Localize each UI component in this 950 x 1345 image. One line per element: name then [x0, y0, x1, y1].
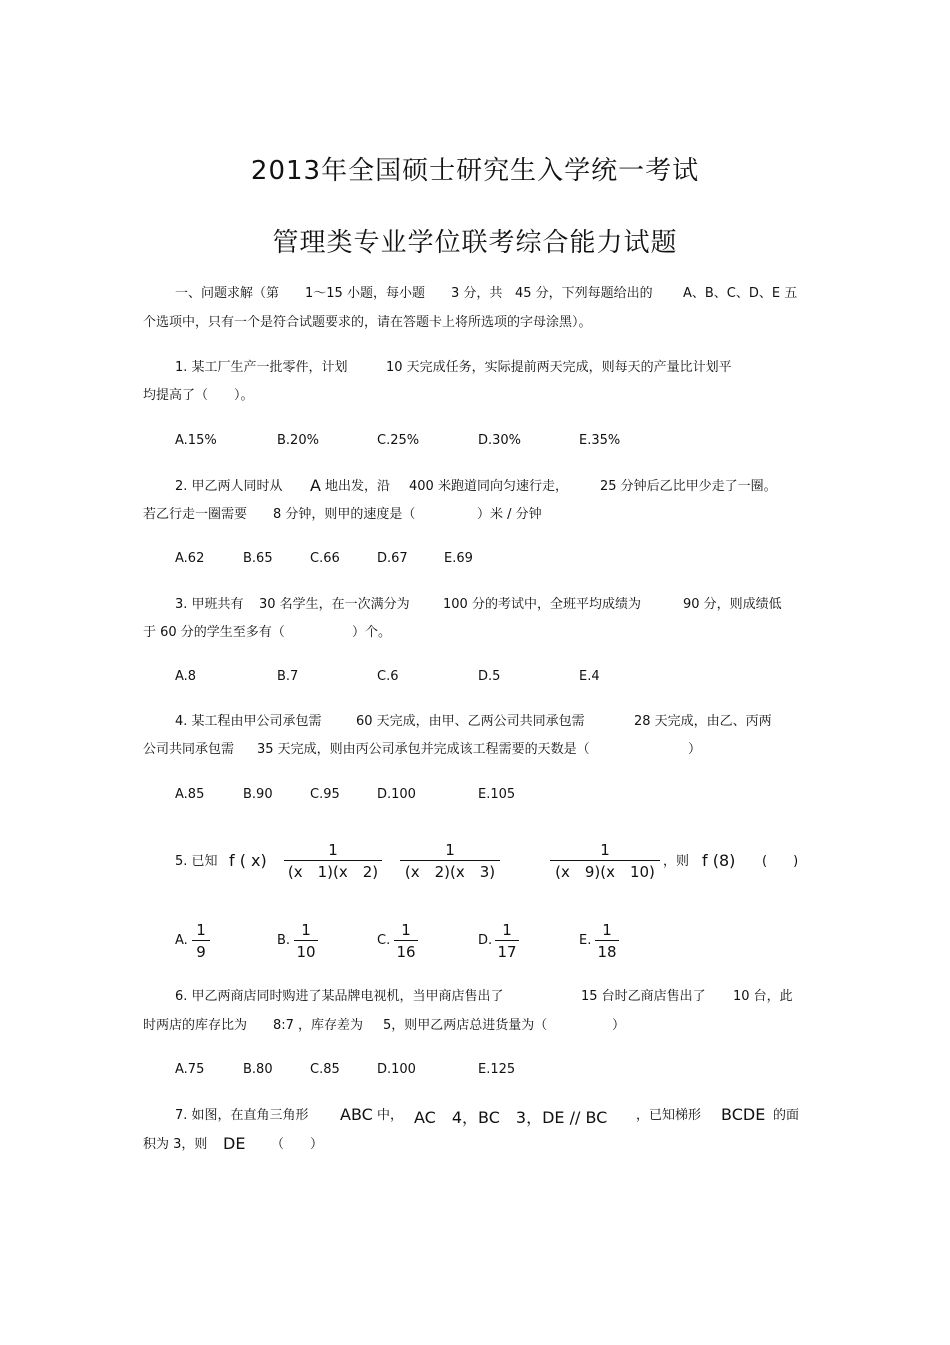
- question-text: A: [310, 476, 321, 495]
- fraction-denominator: 17: [497, 943, 517, 961]
- question-text: 若乙行走一圈需要: [143, 507, 248, 522]
- fraction-numerator: 1: [328, 841, 338, 859]
- question-text: 6. 甲乙两商店同时购进了某品牌电视机，当甲商店售出了: [175, 989, 504, 1004]
- option-b: B.7: [277, 669, 299, 684]
- option-a: A.75: [175, 1062, 205, 1077]
- fraction-numerator: 1: [301, 921, 311, 939]
- question-text: 28 天完成，由乙、丙两: [634, 714, 772, 729]
- section-text: 45 分，下列每题给出的: [515, 286, 653, 301]
- question-text: 8 分钟，则甲的速度是（: [273, 507, 416, 522]
- fraction-numerator: 1: [600, 841, 610, 859]
- option-label: C.: [377, 933, 391, 948]
- question-text: ，则: [663, 854, 690, 869]
- option-d: D.30%: [478, 433, 522, 448]
- question-text: 5. 已知: [175, 854, 218, 869]
- option-a: A.15%: [175, 433, 217, 448]
- fraction-numerator: 1: [602, 921, 612, 939]
- question-text: 于 60 分的学生至多有（: [143, 625, 285, 640]
- question-text: 均提高了（ ）。: [143, 388, 254, 403]
- question-text: 400 米跑道同向匀速行走，: [409, 479, 568, 494]
- math-bcde: BCDE: [721, 1105, 766, 1124]
- question-text: 时两店的库存比为: [143, 1018, 248, 1033]
- option-e: E.35%: [579, 433, 621, 448]
- question-text: 10 台，此: [733, 989, 793, 1004]
- option-e: E.69: [444, 551, 473, 566]
- math-condition: AC 4，BC 3，DE // BC: [414, 1108, 608, 1127]
- question-text: 60 天完成，由甲、乙两公司共同承包需: [356, 714, 585, 729]
- fraction-denominator: 10: [296, 943, 316, 961]
- math-abc: ABC: [340, 1105, 373, 1124]
- question-text: 10 天完成任务，实际提前两天完成，则每天的产量比计划平: [386, 360, 732, 375]
- option-c: C.85: [310, 1062, 340, 1077]
- question-text: 积为 3，则: [143, 1137, 208, 1152]
- option-a: A.8: [175, 669, 197, 684]
- option-label: A.: [175, 933, 188, 948]
- section-text: 1～15 小题，每小题: [305, 286, 425, 301]
- question-text: 90 分，则成绩低: [683, 597, 782, 612]
- fraction-term: [284, 840, 382, 883]
- fraction-numerator: 1: [401, 921, 411, 939]
- option-fraction: [192, 920, 210, 963]
- option-e: E.4: [579, 669, 600, 684]
- option-b: B.80: [243, 1062, 273, 1077]
- section-text: A、B、C、D、E 五: [683, 286, 798, 301]
- fraction-denominator: (x 9)(x 10): [555, 863, 655, 881]
- question-text: ，已知梯形: [636, 1108, 702, 1123]
- fraction-denominator: 18: [597, 943, 617, 961]
- option-c: C.6: [377, 669, 399, 684]
- question-text: 30 名学生，在一次满分为: [259, 597, 410, 612]
- section-text: 一、问题求解（第: [175, 286, 280, 301]
- option-c: C.95: [310, 787, 340, 802]
- fraction-numerator: 1: [445, 841, 455, 859]
- question-text: 25 分钟后乙比甲少走了一圈。: [600, 479, 777, 494]
- question-text: ）个。: [352, 625, 392, 640]
- fraction-term: [550, 840, 660, 883]
- question-text: 的面: [773, 1108, 800, 1123]
- fraction-numerator: 1: [502, 921, 512, 939]
- fraction-denominator: (x 1)(x 2): [287, 863, 379, 881]
- question-text: 1. 某工厂生产一批零件，计划: [175, 360, 348, 375]
- fraction-denominator: 16: [396, 943, 416, 961]
- option-d: D.100: [377, 1062, 416, 1077]
- fraction-term: [400, 840, 500, 883]
- option-label: D.: [478, 933, 493, 948]
- section-text: 个选项中，只有一个是符合试题要求的，请在答题卡上将所选项的字母涂黑）。: [143, 315, 592, 330]
- question-text: 5，则甲乙两店总进货量为（: [383, 1018, 548, 1033]
- option-b: B.65: [243, 551, 273, 566]
- option-fraction: [495, 920, 519, 963]
- section-text: 3 分，共: [451, 286, 503, 301]
- option-d: D.100: [377, 787, 416, 802]
- option-c: C.66: [310, 551, 340, 566]
- question-text: ）: [688, 742, 702, 757]
- math-f8: f (8): [702, 851, 736, 870]
- answer-paren: ( ): [762, 854, 799, 869]
- option-e: E.105: [478, 787, 516, 802]
- question-text: 地出发，沿: [325, 479, 391, 494]
- option-b: B.90: [243, 787, 273, 802]
- option-a: A.85: [175, 787, 205, 802]
- question-text: 3. 甲班共有: [175, 597, 244, 612]
- option-label: E.: [579, 933, 592, 948]
- question-text: ）: [612, 1018, 626, 1033]
- option-d: D.67: [377, 551, 408, 566]
- option-d: D.5: [478, 669, 501, 684]
- option-e: E.125: [478, 1062, 516, 1077]
- question-text: 公司共同承包需: [143, 742, 235, 757]
- question-text: 8:7 ，库存差为: [273, 1018, 364, 1033]
- page-subtitle: 管理类专业学位联考综合能力试题: [272, 228, 678, 258]
- question-text: 4. 某工程由甲公司承包需: [175, 714, 322, 729]
- option-label: B.: [277, 933, 291, 948]
- fraction-denominator: (x 2)(x 3): [404, 863, 496, 881]
- answer-paren: （ ）: [271, 1137, 324, 1152]
- fraction-numerator: 1: [196, 921, 206, 939]
- option-fraction: [394, 920, 418, 963]
- question-text: 7. 如图，在直角三角形: [175, 1108, 309, 1123]
- option-fraction: [294, 920, 318, 963]
- option-b: B.20%: [277, 433, 319, 448]
- page-title: 2013年全国硕士研究生入学统一考试: [250, 156, 700, 186]
- option-fraction: [595, 920, 619, 963]
- math-fx: f ( x): [229, 851, 267, 870]
- option-a: A.62: [175, 551, 205, 566]
- question-text: 2. 甲乙两人同时从: [175, 479, 283, 494]
- math-de: DE: [223, 1134, 246, 1153]
- question-text: 35 天完成，则由丙公司承包并完成该工程需要的天数是（: [257, 742, 590, 757]
- fraction-denominator: 9: [196, 943, 206, 961]
- question-text: 15 台时乙商店售出了: [581, 989, 706, 1004]
- question-text: 100 分的考试中，全班平均成绩为: [443, 597, 641, 612]
- question-text: ）米 / 分钟: [477, 507, 542, 522]
- question-text: 中，: [377, 1108, 404, 1123]
- option-c: C.25%: [377, 433, 420, 448]
